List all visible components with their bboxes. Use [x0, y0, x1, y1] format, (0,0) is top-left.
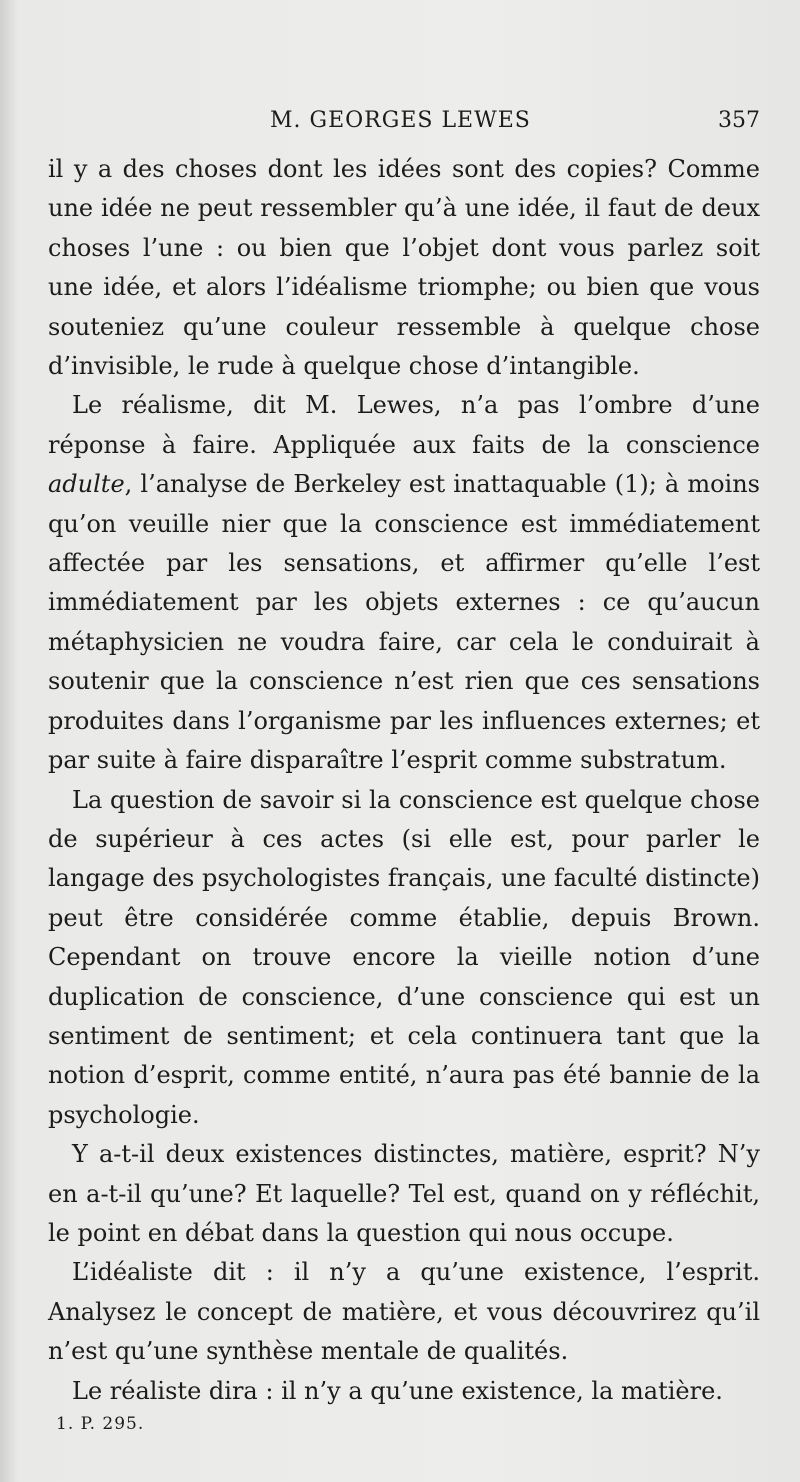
- paragraph: Le réaliste dira : il n’y a qu’une existence, la matière.: [72, 1376, 723, 1405]
- paragraph: [48, 386, 760, 780]
- emphasis-text: adulte: [48, 470, 125, 499]
- paragraph: L’idéaliste dit : il n’y a qu’une existence, l’esprit. Analysez le concept de matière, et vous découvrirez qu’il n’est qu’une synthèse mentale de qualités.: [48, 1258, 760, 1366]
- body-text: [48, 150, 760, 1411]
- paragraph: Y a-t-il deux existences distinctes, matière, esprit? N’y en a-t-il qu’une? Et laquelle? Tel est, quand on y réfléchit, le point en débat dans la question qui nous occupe.: [48, 1140, 760, 1247]
- paragraph: il y a des choses dont les idées sont des copies? Comme une idée ne peut ressembler qu’à une idée, il faut de deux choses l’une : ou bien que l’objet dont vous parlez soit une idée, et alors l’idéalisme triomphe; ou bien que vous souteniez qu’une couleur ressemble à quelque chose d’invisible, le rude à quelque chose d’intangible.: [48, 155, 760, 381]
- paragraph-text: Le réalisme, dit M. Lewes, n’a pas l’ombre d’une réponse à faire. Appliquée aux faits de la conscience: [48, 391, 760, 459]
- page-header: [48, 108, 760, 142]
- footnote: 1. P. 295.: [56, 1414, 145, 1434]
- paragraph: La question de savoir si la conscience est quelque chose de supérieur à ces actes (si elle est, pour parler le langage des psychologistes français, une faculté distincte) peut être considérée comme établie, depuis Brown. Cependant on trouve encore la vieille notion d’une duplication de conscience, d’une conscience qui est un sentiment de sentiment; et cela continuera tant que la notion d’esprit, comme entité, n’aura pas été bannie de la psychologie.: [48, 785, 760, 1129]
- page-number: 357: [718, 108, 760, 133]
- running-head: M. GEORGES LEWES: [270, 108, 531, 133]
- paragraph-text: , l’analyse de Berkeley est inattaquable (1); à moins qu’on veuille nier que la conscience est immédiatement affectée par les sensations, et affirmer qu’elle l’est immédiatement par les objets externes : ce qu’aucun métaphysicien ne voudra faire, car cela le conduirait à soutenir que la conscience n’est rien que ces sensations produites dans l’organisme par les influences externes; et par suite à faire disparaître l’esprit comme substratum.: [48, 470, 760, 775]
